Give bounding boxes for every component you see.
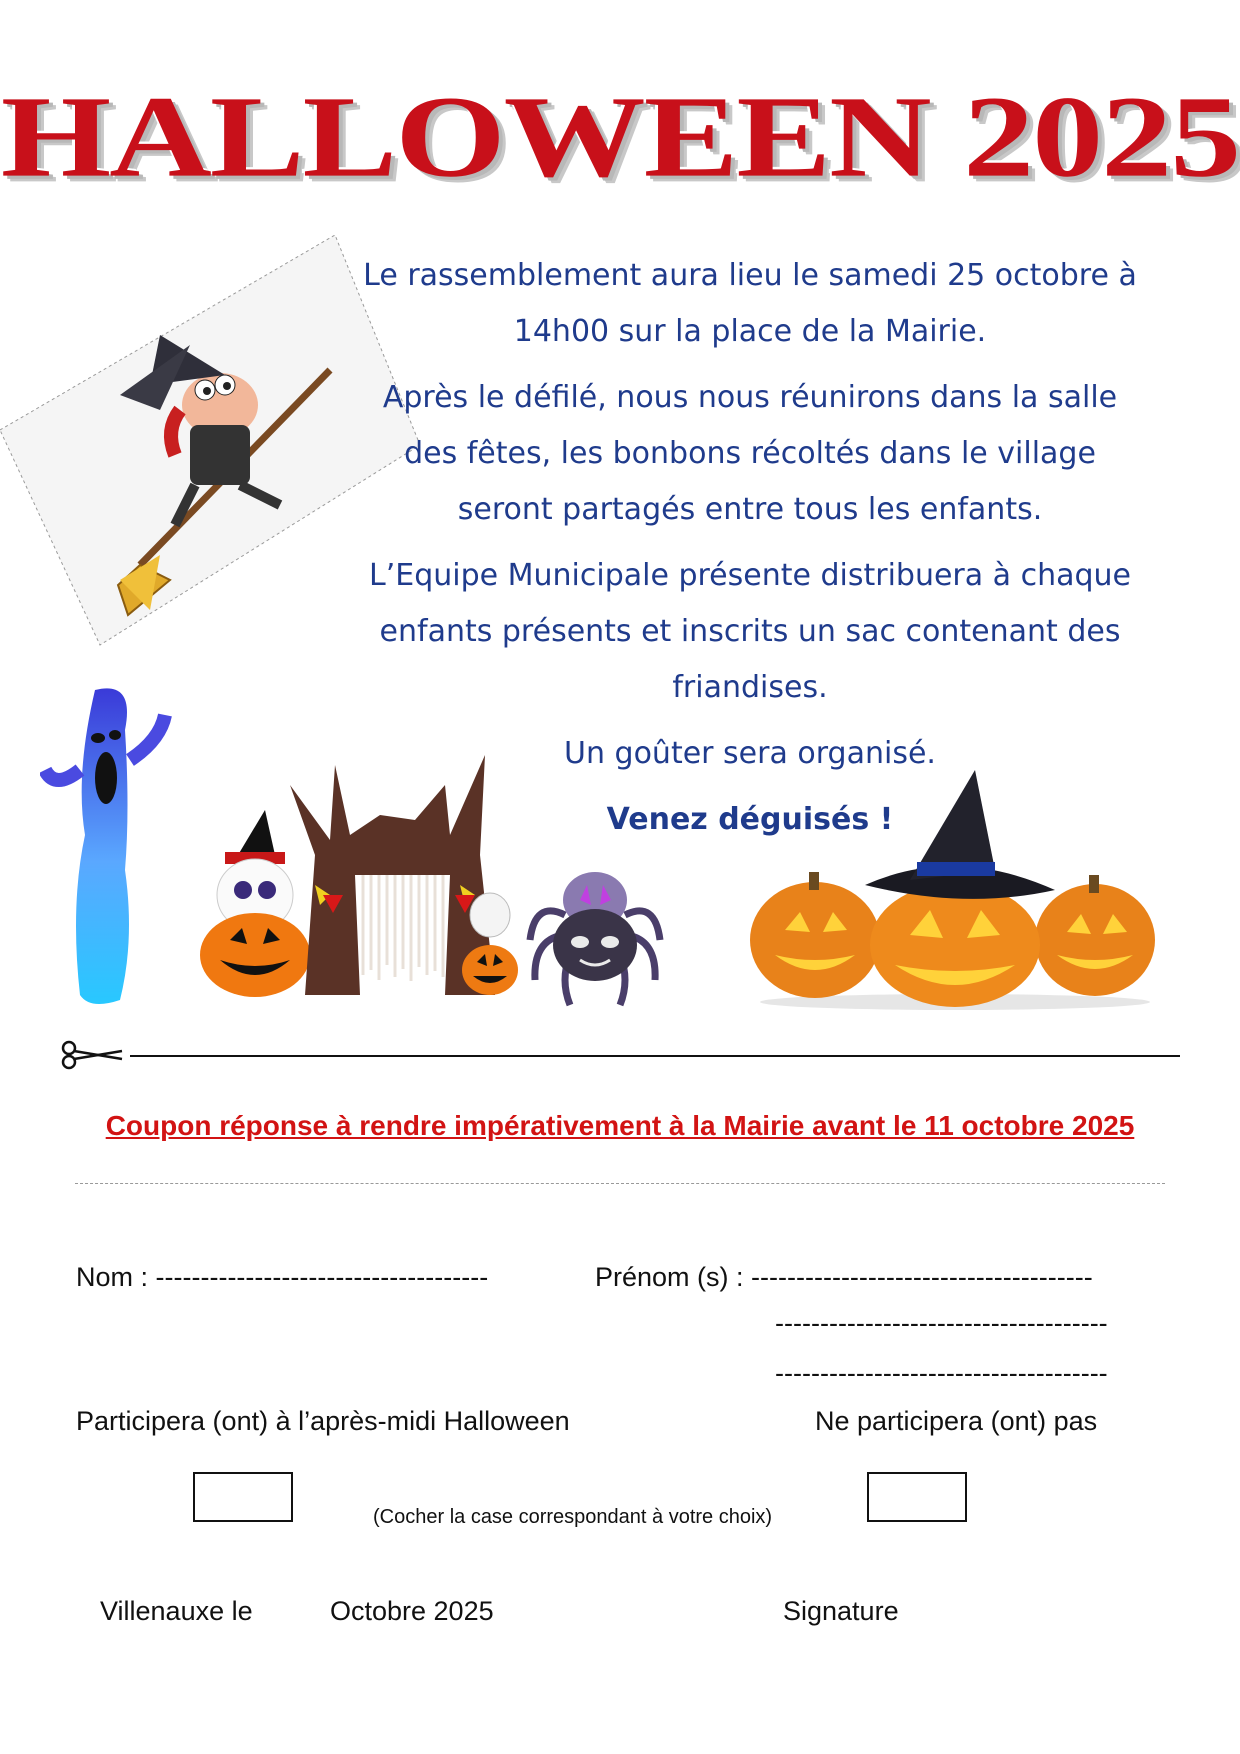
place-label: Villenauxe le xyxy=(100,1596,253,1626)
checkbox-hint: (Cocher la case correspondant à votre choix) xyxy=(373,1506,773,1528)
prenom-line-2[interactable]: ------------------------------------- xyxy=(775,1308,1108,1338)
prenom-field[interactable]: Prénom (s) : -------------------------------------- xyxy=(595,1262,1093,1292)
intro-paragraph-2: Après le défilé, nous nous réunirons dans la salle des fêtes, les bonbons récoltés dans le village seront partagés entre tous les enfants. xyxy=(382,380,1118,527)
not-participate-label: Ne participera (ont) pas xyxy=(815,1406,1098,1436)
intro-paragraph-5: Venez déguisés ! xyxy=(606,802,894,837)
cut-divider xyxy=(130,1055,1180,1057)
small-pumpkin-illustration xyxy=(455,890,525,1000)
spider-illustration xyxy=(525,860,665,1010)
page-title: HALLOWEEN 2025 xyxy=(0,71,1240,201)
cut-line xyxy=(60,1040,1180,1070)
intro-paragraph-1: Le rassemblement aura lieu le samedi 25 octobre à 14h00 sur la place de la Mairie. xyxy=(363,258,1137,349)
not-participate-checkbox[interactable] xyxy=(867,1472,967,1522)
dashed-separator xyxy=(75,1183,1165,1184)
date-label: Octobre 2025 xyxy=(330,1596,494,1626)
participate-checkbox[interactable] xyxy=(193,1472,293,1522)
intro-paragraph-4: Un goûter sera organisé. xyxy=(564,736,936,771)
nom-field[interactable]: Nom : ------------------------------------- xyxy=(76,1262,489,1292)
ghost-illustration xyxy=(40,680,180,1010)
coupon-heading: Coupon réponse à rendre impérativement à la Mairie avant le 11 octobre 2025 xyxy=(105,1110,1135,1141)
participate-label: Participera (ont) à l’après-midi Halloween xyxy=(76,1406,570,1436)
jack-o-lanterns-illustration xyxy=(745,770,1165,1010)
scissors-icon xyxy=(60,1040,130,1070)
witch-illustration xyxy=(0,235,420,655)
signature-label: Signature xyxy=(783,1596,899,1626)
prenom-line-3[interactable]: ------------------------------------- xyxy=(775,1358,1108,1388)
intro-paragraph-3: L’Equipe Municipale présente distribuera à chaque enfants présents et inscrits un sac contenant des friandises. xyxy=(368,558,1132,705)
